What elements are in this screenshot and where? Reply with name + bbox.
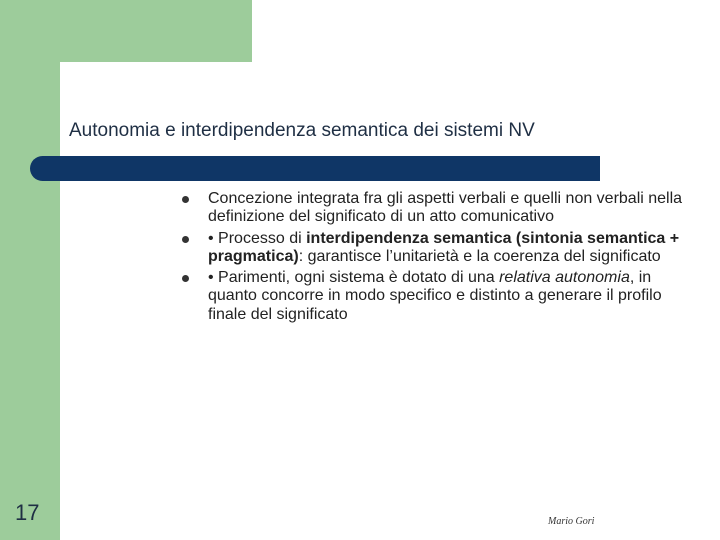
- bullet-item: [176, 269, 696, 324]
- bullet-text: Concezione integrata fra gli aspetti verbali e quelli non verbali nella definizione del significato di un atto comunicativo: [208, 190, 683, 226]
- title-underline-bar: [30, 156, 600, 181]
- bullet-dot-icon: [182, 275, 189, 282]
- bullet-item: [176, 190, 696, 227]
- green-top-block: [0, 0, 252, 62]
- bullet-dot-icon: [182, 236, 189, 243]
- author-signature: Mario Gori: [548, 516, 595, 527]
- bullet-list: [176, 190, 696, 327]
- bullet-text-italic: relativa autonomia: [499, 269, 630, 287]
- green-side-band: [0, 0, 60, 540]
- slide-number: 17: [15, 500, 40, 525]
- bullet-text: • Processo di: [208, 229, 307, 247]
- bullet-text-bold: interdipendenza semantica (sintonia semantica + pragmatica): [208, 229, 680, 265]
- bullet-text: • Parimenti, ogni sistema è dotato di una: [208, 269, 500, 287]
- bullet-text: : garantisce l’unitarietà e la coerenza del significato: [298, 247, 661, 265]
- bullet-item: [176, 230, 696, 267]
- bullet-text: , in quanto concorre in modo specifico e distinto a generare il profilo finale del significato: [208, 269, 662, 323]
- slide-title: Autonomia e interdipendenza semantica dei sistemi NV: [69, 120, 535, 141]
- bullet-dot-icon: [182, 196, 189, 203]
